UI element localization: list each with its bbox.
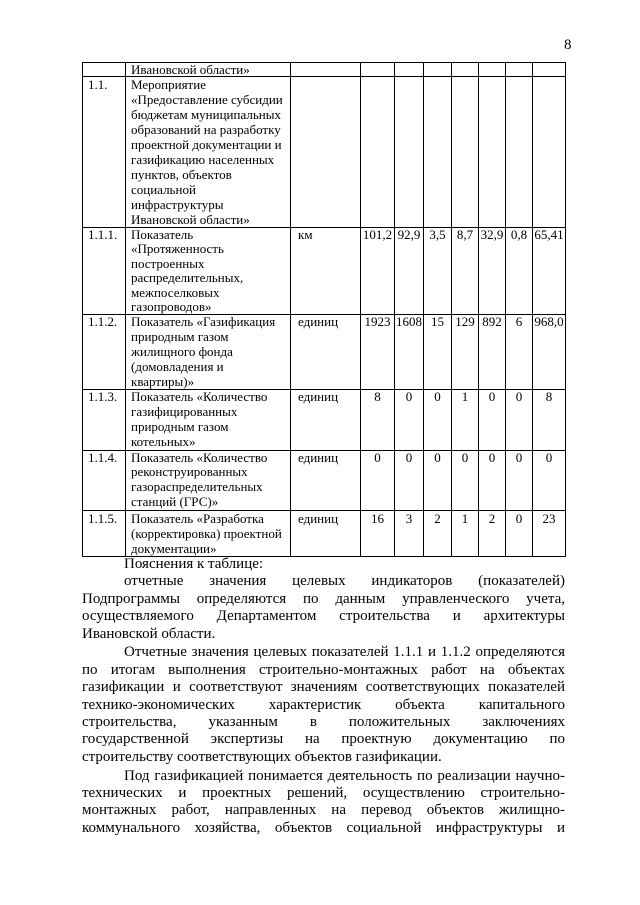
notes-paragraph <box>82 644 565 766</box>
row-name-line: природным газом <box>131 329 229 345</box>
row-value-cell: 0 <box>395 450 424 510</box>
row-value-cell <box>479 63 506 77</box>
row-number-cell: 1.1.4. <box>83 450 126 510</box>
row-value-cell: 0,8 <box>506 228 533 315</box>
row-value-cell <box>424 63 452 77</box>
table-row <box>83 77 566 228</box>
row-number-cell: 1.1.3. <box>83 390 126 450</box>
row-name-line: инфраструктуры <box>131 197 224 212</box>
row-name-line: межпоселковых <box>131 284 220 300</box>
row-name-line: (домовладения и <box>131 358 224 374</box>
row-name-line: бюджетам муниципальных <box>131 107 281 122</box>
row-value-cell <box>395 77 424 228</box>
paragraph-line: коммунального хозяйства, объектов социальной инфраструктуры и <box>82 819 565 836</box>
notes-paragraph <box>82 573 565 643</box>
notes-paragraph <box>82 768 565 838</box>
row-name-cell <box>126 510 291 556</box>
row-name-line: котельных» <box>131 433 196 449</box>
row-name-line: реконструированных <box>131 464 248 480</box>
row-value-cell: 0 <box>395 390 424 450</box>
row-value-cell: 8 <box>533 390 566 450</box>
row-name-line: «Протяженность <box>131 241 224 257</box>
row-name-line: Показатель «Количество <box>131 449 268 465</box>
row-number-cell: 1.1.2. <box>83 315 126 390</box>
table-row <box>83 390 566 450</box>
row-name-line: Показатель «Количество <box>131 389 268 405</box>
row-name-line: «Предоставление субсидии <box>131 92 283 107</box>
row-value-cell: 16 <box>361 510 395 556</box>
row-unit-cell: единиц <box>291 450 361 510</box>
row-name-cell <box>126 315 291 390</box>
row-name-line: природным газом <box>131 419 229 435</box>
row-name-line: газификацию населенных <box>131 152 275 167</box>
row-value-cell: 0 <box>361 450 395 510</box>
row-value-cell: 6 <box>506 315 533 390</box>
row-value-cell: 92,9 <box>395 228 424 315</box>
row-value-cell: 2 <box>479 510 506 556</box>
row-value-cell <box>395 63 424 77</box>
row-name-line: жилищного фонда <box>131 344 233 360</box>
row-number-cell: 1.1.5. <box>83 510 126 556</box>
paragraph-line: газификации и соответствуют значениям соответствующих показателей <box>82 679 565 696</box>
row-value-cell: 129 <box>452 315 479 390</box>
notes-heading: Пояснения к таблице: <box>124 556 264 572</box>
row-name-line: газопроводов» <box>131 299 212 315</box>
paragraph-line: Подпрограммы определяются по данным управленческого учета, <box>82 590 565 607</box>
row-name-line: социальной <box>131 182 196 197</box>
table-row <box>83 450 566 510</box>
row-value-cell: 0 <box>479 390 506 450</box>
row-value-cell: 968,0 <box>533 315 566 390</box>
row-value-cell: 65,41 <box>533 228 566 315</box>
row-unit-cell: единиц <box>291 510 361 556</box>
paragraph-line: Ивановской области. <box>82 625 216 642</box>
paragraph-line: Под газификацией понимается деятельность по реализации научно- <box>124 767 565 784</box>
row-name-line: Показатель «Разработка <box>131 510 264 526</box>
row-value-cell <box>361 63 395 77</box>
row-value-cell <box>452 77 479 228</box>
row-unit-cell: км <box>291 228 361 315</box>
row-unit-cell <box>291 63 361 77</box>
row-value-cell <box>361 77 395 228</box>
paragraph-line: строительства, указанным в положительных заключениях <box>82 714 565 731</box>
row-name-line: проектной документации и <box>131 137 282 152</box>
row-value-cell: 32,9 <box>479 228 506 315</box>
row-value-cell <box>452 63 479 77</box>
table-row <box>83 63 566 77</box>
row-name-line: Показатель <box>131 227 194 242</box>
row-name-cell <box>126 63 291 77</box>
row-value-cell: 1608 <box>395 315 424 390</box>
paragraph-line: по итогам выполнения строительно-монтажных работ на объектах <box>82 661 565 678</box>
row-name-line: станций (ГРС)» <box>131 494 219 509</box>
row-name-line: образований на разработку <box>131 122 281 137</box>
row-name-line: газифицированных <box>131 404 238 420</box>
paragraph-line: осуществляемого Департаментом строительства и архитектуры <box>82 608 565 625</box>
row-name-line: (корректировка) проектной <box>131 525 282 541</box>
row-name-cell <box>126 450 291 510</box>
row-name-line: газораспределительных <box>131 479 263 495</box>
row-value-cell: 0 <box>533 450 566 510</box>
row-value-cell: 101,2 <box>361 228 395 315</box>
row-value-cell: 8,7 <box>452 228 479 315</box>
row-value-cell: 1 <box>452 390 479 450</box>
row-value-cell: 0 <box>452 450 479 510</box>
row-name-cell <box>126 77 291 228</box>
paragraph-line: Отчетные значения целевых показателей 1.1.1 и 1.1.2 определяются <box>124 644 565 661</box>
row-name-line: Показатель «Газификация <box>131 314 276 330</box>
row-value-cell: 1923 <box>361 315 395 390</box>
indicators-table <box>82 62 566 557</box>
row-number-cell: 1.1.1. <box>83 228 126 315</box>
row-value-cell: 892 <box>479 315 506 390</box>
paragraph-line: государственной экспертизы на проектную документацию по <box>82 731 565 748</box>
row-number-cell: 1.1. <box>83 77 126 228</box>
row-value-cell: 0 <box>506 390 533 450</box>
row-value-cell <box>424 77 452 228</box>
row-unit-cell: единиц <box>291 390 361 450</box>
row-value-cell <box>506 63 533 77</box>
row-unit-cell: единиц <box>291 315 361 390</box>
row-value-cell <box>506 77 533 228</box>
row-name-line: пунктов, объектов <box>131 167 232 182</box>
row-name-cell <box>126 228 291 315</box>
row-value-cell: 0 <box>506 450 533 510</box>
row-name-line: Мероприятие <box>131 77 206 92</box>
row-name-line: Ивановской области» <box>131 212 250 227</box>
row-value-cell <box>533 77 566 228</box>
row-value-cell: 0 <box>424 450 452 510</box>
paragraph-line: монтажных работ, направленных на перевод объектов жилищно- <box>82 802 565 819</box>
row-name-line: построенных <box>131 255 205 271</box>
row-value-cell <box>533 63 566 77</box>
row-value-cell: 0 <box>479 450 506 510</box>
paragraph-line: строительству соответствующих объектов газификации. <box>82 748 442 765</box>
paragraph-line: технических и проектных решений, осуществлению строительно- <box>82 785 565 802</box>
table-row <box>83 228 566 315</box>
indicators-table-body <box>83 63 566 557</box>
row-name-line: Ивановской области» <box>131 62 250 77</box>
table-row <box>83 315 566 390</box>
row-value-cell: 1 <box>452 510 479 556</box>
paragraph-line: технико-экономических характеристик объекта капитального <box>82 696 565 713</box>
row-value-cell: 8 <box>361 390 395 450</box>
row-name-cell <box>126 390 291 450</box>
table-notes <box>82 556 565 837</box>
row-value-cell: 3 <box>395 510 424 556</box>
row-value-cell <box>479 77 506 228</box>
paragraph-line: отчетные значения целевых индикаторов (показателей) <box>124 573 565 590</box>
page-number: 8 <box>564 37 572 53</box>
row-name-line: документации» <box>131 540 217 556</box>
row-name-line: квартиры)» <box>131 373 195 389</box>
row-value-cell: 23 <box>533 510 566 556</box>
table-row <box>83 510 566 556</box>
row-number-cell <box>83 63 126 77</box>
row-name-line: распределительных, <box>131 270 244 286</box>
row-value-cell: 0 <box>424 390 452 450</box>
row-value-cell: 0 <box>506 510 533 556</box>
row-unit-cell <box>291 77 361 228</box>
row-value-cell: 3,5 <box>424 228 452 315</box>
row-value-cell: 15 <box>424 315 452 390</box>
row-value-cell: 2 <box>424 510 452 556</box>
